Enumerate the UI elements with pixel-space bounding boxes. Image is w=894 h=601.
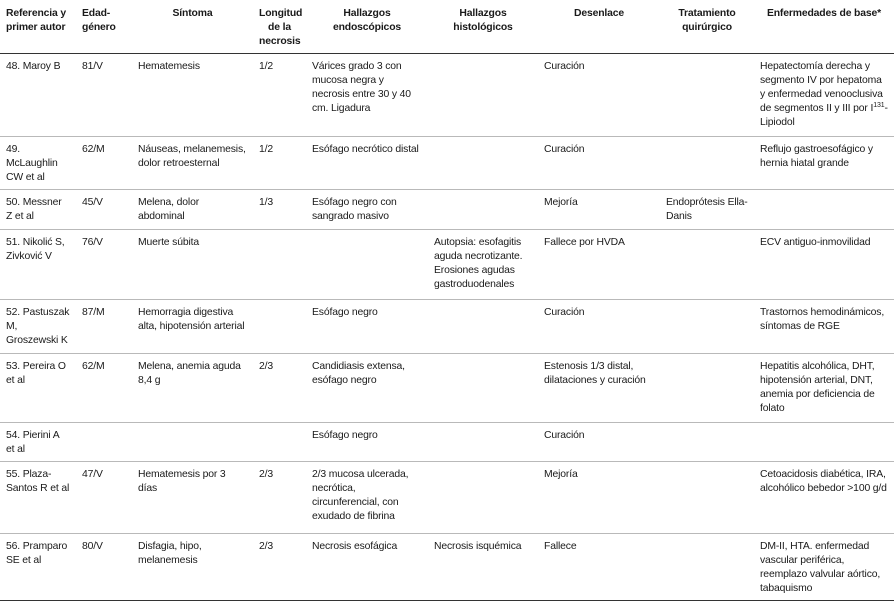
- cell-outcome: Mejoría: [538, 190, 660, 230]
- header-age-gender: Edad-género: [76, 0, 132, 54]
- header-necrosis-length: Longitud de la necrosis: [253, 0, 306, 54]
- table-header-row: [0, 0, 894, 54]
- cell-surgical-treatment: [660, 300, 754, 354]
- cell-symptom: Hematemesis por 3 días: [132, 462, 253, 534]
- cell-outcome: Mejoría: [538, 462, 660, 534]
- cell-endoscopic-findings: 2/3 mucosa ulcerada, necrótica, circunferencial, con exudado de fibrina: [306, 462, 428, 534]
- cell-endoscopic-findings: Esófago negro con sangrado masivo: [306, 190, 428, 230]
- cell-necrosis-length: 2/3: [253, 354, 306, 423]
- cell-symptom: Disfagia, hipo, melanemesis: [132, 534, 253, 601]
- cell-histologic-findings: [428, 423, 538, 462]
- cell-histologic-findings: [428, 300, 538, 354]
- cell-reference: 56. Pramparo SE et al: [0, 534, 76, 601]
- cell-necrosis-length: 1/3: [253, 190, 306, 230]
- cell-age-gender: 87/M: [76, 300, 132, 354]
- cell-endoscopic-findings: Várices grado 3 con mucosa negra y necrosis entre 30 y 40 cm. Ligadura: [306, 54, 428, 137]
- isotope-superscript: 131: [873, 102, 885, 109]
- table-row: [0, 423, 894, 462]
- cell-underlying-disease: ECV antiguo-inmovilidad: [754, 230, 894, 300]
- cell-underlying-disease: [754, 190, 894, 230]
- cell-reference: 55. Plaza-Santos R et al: [0, 462, 76, 534]
- cell-necrosis-length: [253, 423, 306, 462]
- cell-surgical-treatment: [660, 462, 754, 534]
- cell-outcome: Curación: [538, 300, 660, 354]
- cell-surgical-treatment: [660, 354, 754, 423]
- table-row: [0, 534, 894, 601]
- cell-age-gender: [76, 423, 132, 462]
- header-outcome: Desenlace: [538, 0, 660, 54]
- cell-symptom: Melena, dolor abdominal: [132, 190, 253, 230]
- cell-surgical-treatment: [660, 230, 754, 300]
- header-surgical-treatment: Tratamiento quirúrgico: [660, 0, 754, 54]
- cell-reference: 49. McLaughlin CW et al: [0, 137, 76, 190]
- cell-age-gender: 45/V: [76, 190, 132, 230]
- table-row: [0, 54, 894, 137]
- cell-endoscopic-findings: [306, 230, 428, 300]
- cell-endoscopic-findings: Esófago negro: [306, 300, 428, 354]
- cell-underlying-disease: [754, 423, 894, 462]
- cell-endoscopic-findings: Candidiasis extensa, esófago negro: [306, 354, 428, 423]
- table-row: [0, 354, 894, 423]
- cell-outcome: Fallece: [538, 534, 660, 601]
- cell-necrosis-length: [253, 230, 306, 300]
- header-histologic-findings: Hallazgos histológicos: [428, 0, 538, 54]
- cell-symptom: Muerte súbita: [132, 230, 253, 300]
- table-row: [0, 300, 894, 354]
- cell-reference: 51. Nikolić S, Zivković V: [0, 230, 76, 300]
- cell-reference: 53. Pereira O et al: [0, 354, 76, 423]
- table-row: [0, 230, 894, 300]
- header-endoscopic-findings: Hallazgos endoscópicos: [306, 0, 428, 54]
- cell-histologic-findings: [428, 54, 538, 137]
- cell-age-gender: 80/V: [76, 534, 132, 601]
- cell-surgical-treatment: [660, 423, 754, 462]
- cell-outcome: Estenosis 1/3 distal, dilataciones y curación: [538, 354, 660, 423]
- cell-outcome: Curación: [538, 137, 660, 190]
- cell-underlying-disease: [754, 54, 894, 137]
- cell-endoscopic-findings: Esófago necrótico distal: [306, 137, 428, 190]
- cell-underlying-disease: Hepatitis alcohólica, DHT, hipotensión arterial, DNT, anemia por deficiencia de folato: [754, 354, 894, 423]
- cell-surgical-treatment: [660, 534, 754, 601]
- cell-outcome: Curación: [538, 54, 660, 137]
- table-row: [0, 462, 894, 534]
- cell-necrosis-length: 2/3: [253, 534, 306, 601]
- cell-histologic-findings: [428, 462, 538, 534]
- cell-endoscopic-findings: Esófago negro: [306, 423, 428, 462]
- cell-necrosis-length: 2/3: [253, 462, 306, 534]
- cell-surgical-treatment: [660, 54, 754, 137]
- table-row: [0, 137, 894, 190]
- cell-endoscopic-findings: Necrosis esofágica: [306, 534, 428, 601]
- cell-reference: 50. Messner Z et al: [0, 190, 76, 230]
- cell-underlying-disease: Cetoacidosis diabética, IRA, alcohólico bebedor >100 g/d: [754, 462, 894, 534]
- cell-age-gender: 47/V: [76, 462, 132, 534]
- cell-histologic-findings: Autopsia: esofagitis aguda necrotizante. Erosiones agudas gastroduodenales: [428, 230, 538, 300]
- cell-age-gender: 76/V: [76, 230, 132, 300]
- header-symptom: Síntoma: [132, 0, 253, 54]
- header-reference: Referencia y primer autor: [0, 0, 76, 54]
- cell-necrosis-length: 1/2: [253, 137, 306, 190]
- cell-reference: 52. Pastuszak M, Groszewski K: [0, 300, 76, 354]
- cell-outcome: Fallece por HVDA: [538, 230, 660, 300]
- cell-underlying-disease: Reflujo gastroesofágico y hernia hiatal grande: [754, 137, 894, 190]
- cell-underlying-disease: Trastornos hemodinámicos, síntomas de RGE: [754, 300, 894, 354]
- cell-histologic-findings: [428, 190, 538, 230]
- cell-histologic-findings: [428, 137, 538, 190]
- header-underlying-disease: Enfermedades de base*: [754, 0, 894, 54]
- cell-age-gender: 62/M: [76, 137, 132, 190]
- cell-reference: 54. Pierini A et al: [0, 423, 76, 462]
- cell-symptom: [132, 423, 253, 462]
- cell-histologic-findings: Necrosis isquémica: [428, 534, 538, 601]
- cell-necrosis-length: [253, 300, 306, 354]
- cell-necrosis-length: 1/2: [253, 54, 306, 137]
- cell-symptom: Melena, anemia aguda 8,4 g: [132, 354, 253, 423]
- table-row: [0, 190, 894, 230]
- cell-outcome: Curación: [538, 423, 660, 462]
- cell-symptom: Hemorragia digestiva alta, hipotensión arterial: [132, 300, 253, 354]
- underlying-disease-text: Hepatectomía derecha y segmento IV por hepatoma y enfermedad venooclusiva de segmentos II y III por I: [760, 61, 883, 114]
- underlying-disease-text-end: -Lipiodol: [760, 103, 888, 128]
- cell-age-gender: 62/M: [76, 354, 132, 423]
- cell-surgical-treatment: [660, 137, 754, 190]
- cell-surgical-treatment: Endoprótesis Ella-Danis: [660, 190, 754, 230]
- cell-symptom: Hematemesis: [132, 54, 253, 137]
- cell-underlying-disease: DM-II, HTA. enfermedad vascular periférica, reemplazo valvular aórtico, tabaquismo: [754, 534, 894, 601]
- cell-symptom: Náuseas, melanemesis, dolor retroesternal: [132, 137, 253, 190]
- cell-histologic-findings: [428, 354, 538, 423]
- cell-age-gender: 81/V: [76, 54, 132, 137]
- cell-reference: 48. Maroy B: [0, 54, 76, 137]
